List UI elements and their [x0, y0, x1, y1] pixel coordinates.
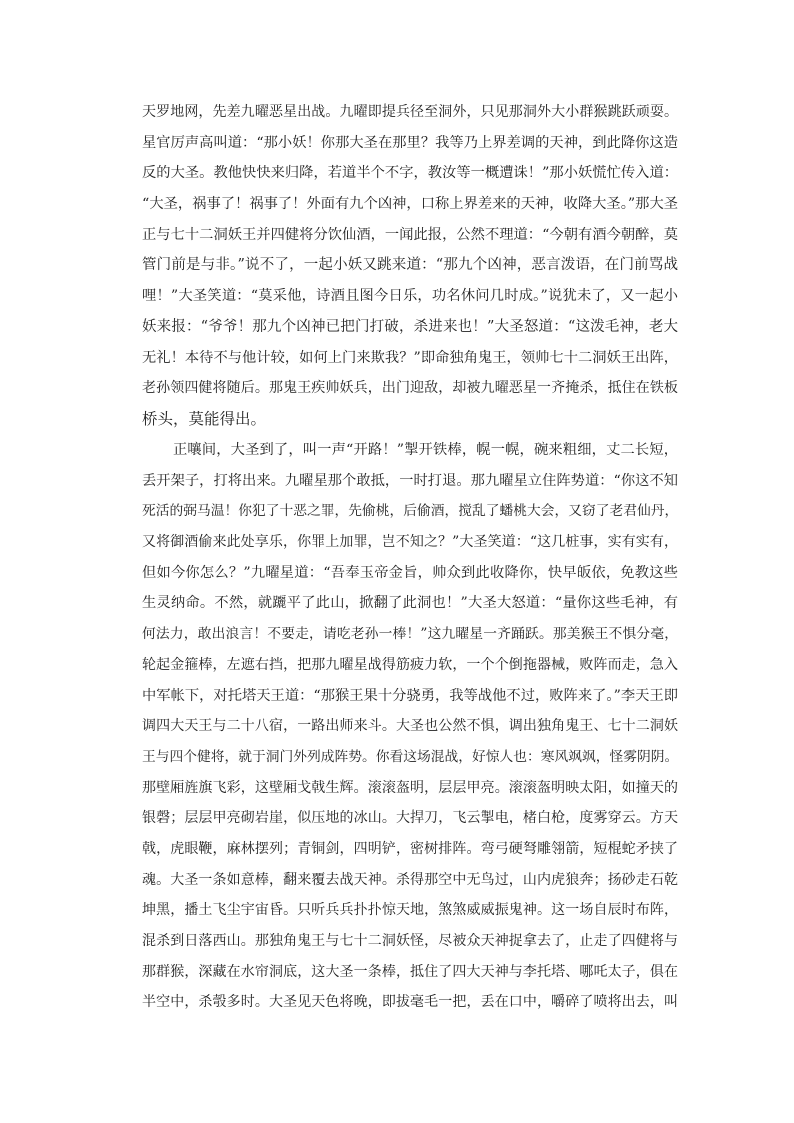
text-line: 那壁厢旌旗飞彩，这壁厢戈戟生辉。滚滚盔明，层层甲亮。滚滚盔明映太阳，如撞天的 — [142, 779, 678, 796]
text-line: 丢开架子，打将出来。九曜星那个敢抵，一时打退。那九曜星立住阵势道：“你这不知 — [142, 472, 678, 489]
text-line: 坤黑，播土飞尘宇宙昏。只听兵兵扑扑惊天地，煞煞威威振鬼神。这一场自辰时布阵， — [142, 902, 678, 919]
text-line: 半空中，杀彀多时。大圣见天色将晚，即拔毫毛一把，丢在口中，嚼碎了喷将出去，叫 — [142, 994, 678, 1011]
text-line: 何法力，敢出浪言！不要走，请吃老孙一棒！”这九曜星一齐踊跃。那美猴王不惧分毫， — [142, 626, 678, 643]
text-line: 但如今你怎么？”九曜星道：“吾奉玉帝金旨，帅众到此收降你，快早皈依，免教这些 — [142, 564, 678, 581]
text-line: 那群猴，深藏在水帘洞底，这大圣一条棒，抵住了四大天神与李托塔、哪吒太子，俱在 — [142, 963, 678, 980]
text-line: 反的大圣。教他快快来归降，若道半个不字，教汝等一概遭诛！”那小妖慌忙传入道： — [142, 165, 678, 182]
text-line: 星官厉声高叫道：“那小妖！你那大圣在那里？我等乃上界差调的天神，到此降你这造 — [142, 134, 678, 151]
text-line: 王与四个健将，就于洞门外列成阵势。你看这场混战，好惊人也：寒风飒飒，怪雾阴阴。 — [142, 748, 678, 765]
text-line: 死活的弼马温！你犯了十恶之罪，先偷桃，后偷酒，搅乱了蟠桃大会，又窃了老君仙丹， — [142, 503, 678, 520]
paragraph-2 — [142, 435, 678, 1018]
text-line: 哩！”大圣笑道：“莫采他，诗酒且图今日乐，功名休问几时成。”说犹未了，又一起小 — [142, 288, 678, 305]
text-line: 正与七十二洞妖王并四健将分饮仙酒，一闻此报，公然不理道：“今朝有酒今朝醉，莫 — [142, 226, 678, 243]
text-line: 魂。大圣一条如意棒，翻来覆去战天神。杀得那空中无鸟过，山内虎狼奔；扬砂走石乾 — [142, 871, 678, 888]
text-line: 中军帐下，对托塔天王道：“那猴王果十分骁勇，我等战他不过，败阵来了。”李天王即 — [142, 687, 678, 704]
text-line: 管门前是与非。”说不了，一起小妖又跳来道：“那九个凶神，恶言泼语，在门前骂战 — [142, 257, 678, 274]
text-line: 调四大天王与二十八宿，一路出师来斗。大圣也公然不惧，调出独角鬼王、七十二洞妖 — [142, 718, 678, 735]
text-line: 混杀到日落西山。那独角鬼王与七十二洞妖怪，尽被众天神捉拿去了，止走了四健将与 — [142, 933, 678, 949]
text-line: 又将御酒偷来此处享乐，你罪上加罪，岂不知之？”大圣笑道：“这几桩事，实有实有， — [142, 534, 678, 551]
text-line: “大圣，祸事了！祸事了！外面有九个凶神，口称上界差来的天神，收降大圣。”那大圣 — [142, 196, 678, 213]
text-line: 戟，虎眼鞭，麻林摆列；青铜剑，四明铲，密树排阵。弯弓硬弩雕翎箭，短棍蛇矛挟了 — [142, 840, 678, 857]
text-line: 无礼！本待不与他计较，如何上门来欺我？”即命独角鬼王，领帅七十二洞妖王出阵， — [142, 349, 678, 366]
text-line: 正嚷间，大圣到了，叫一声“开路！”掣开铁棒，幌一幌，碗来粗细，丈二长短， — [173, 442, 678, 458]
paragraph-1 — [142, 97, 678, 435]
text-line: 生灵纳命。不然，就躧平了此山，掀翻了此洞也！”大圣大怒道：“量你这些毛神，有 — [142, 595, 678, 612]
text-line: 天罗地网，先差九曜恶星出战。九曜即提兵径至洞外，只见那洞外大小群猴跳跃顽耍。 — [142, 104, 678, 120]
text-line: 妖来报：“爷爷！那九个凶神已把门打破，杀进来也！”大圣怒道：“这泼毛神，老大 — [142, 318, 678, 335]
text-line: 轮起金箍棒，左遮右挡，把那九曜星战得筋疲力软，一个个倒拖器械，败阵而走，急入 — [142, 656, 678, 673]
text-line: 银磬；层层甲亮砌岩崖，似压地的冰山。大捍刀，飞云掣电，楮白枪，度雾穿云。方天 — [142, 810, 678, 827]
text-line: 老孙领四健将随后。那鬼王疾帅妖兵，出门迎敌，却被九曜恶星一齐掩杀，抵住在铁板 — [142, 380, 678, 397]
text-line: 桥头，莫能得出。 — [142, 409, 267, 428]
